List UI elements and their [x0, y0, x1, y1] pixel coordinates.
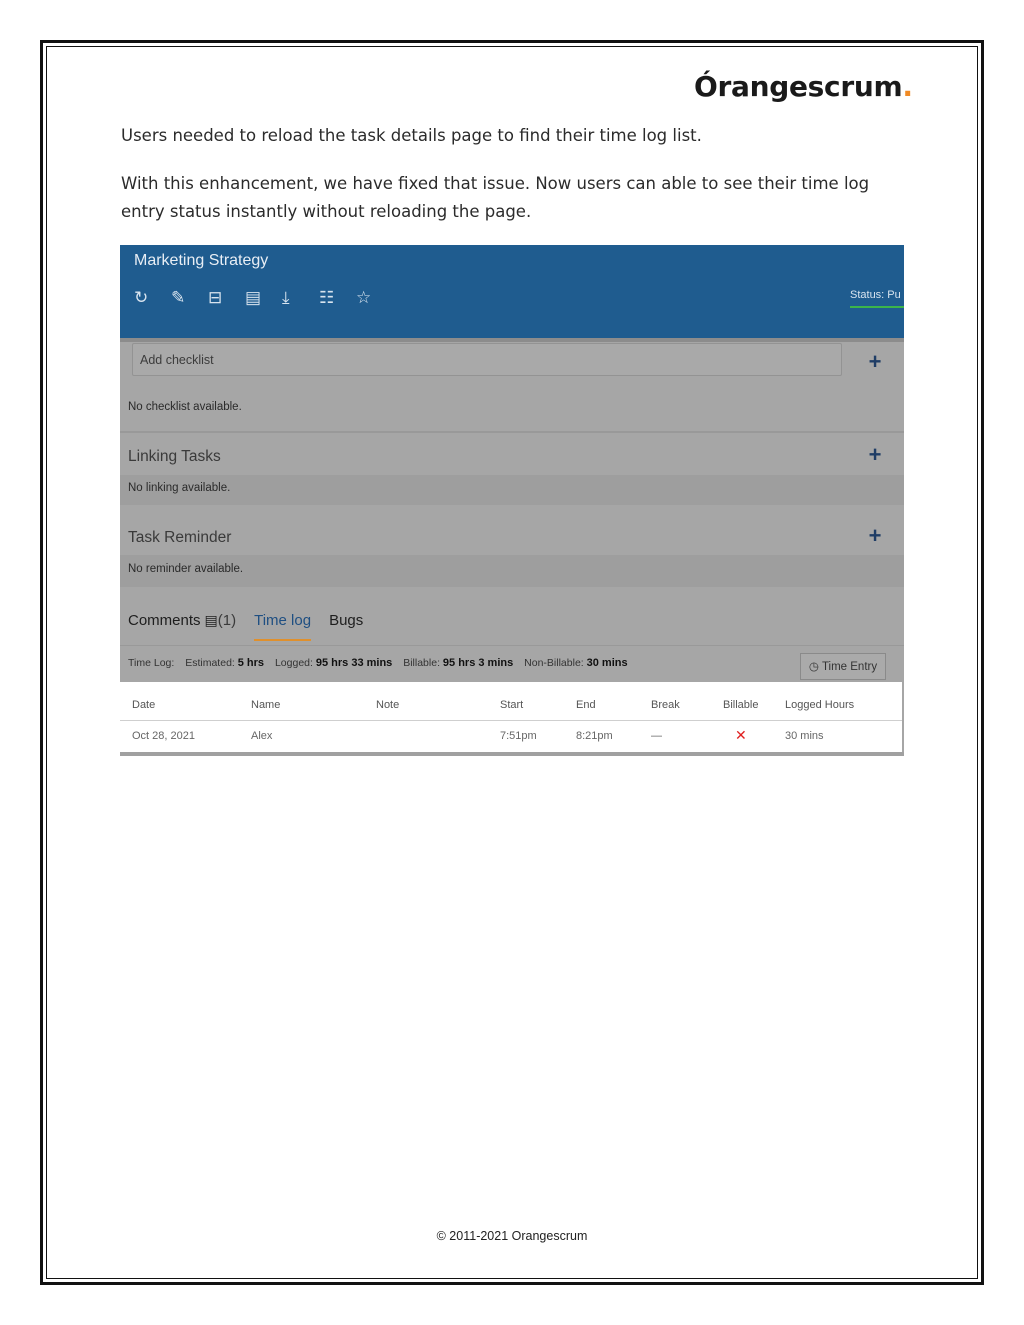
- timelog-summary: Time Log: Estimated: 5 hrs Logged: 95 hrs 33 mins Billable: 95 hrs 3 mins Non-Billable: 30 mins: [128, 657, 628, 669]
- timelog-table: [120, 682, 902, 752]
- task-header: [120, 245, 904, 338]
- divider: [120, 431, 904, 433]
- col-header-end[interactable]: End: [576, 699, 596, 711]
- col-header-billable[interactable]: Billable: [723, 699, 759, 711]
- tab-comments[interactable]: Comments ▤(1): [128, 612, 237, 629]
- linking-tasks-title: Linking Tasks: [128, 448, 221, 465]
- edit-icon[interactable]: ✎: [171, 288, 186, 307]
- archive-icon[interactable]: ⊟: [208, 288, 223, 307]
- task-title: Marketing Strategy: [134, 252, 269, 269]
- header-divider: [120, 720, 902, 721]
- no-linking-text: No linking available.: [128, 482, 231, 494]
- refresh-icon[interactable]: ↻: [134, 288, 149, 307]
- no-reminder-text: No reminder available.: [128, 563, 244, 575]
- task-toolbar: [134, 287, 393, 309]
- tab-time-log[interactable]: Time log: [254, 612, 312, 629]
- cell-start: 7:51pm: [500, 730, 537, 742]
- tabs-divider: [120, 645, 904, 646]
- col-header-break[interactable]: Break: [651, 699, 680, 711]
- tab-bugs[interactable]: Bugs: [329, 612, 364, 629]
- cell-break: —: [651, 730, 662, 742]
- comment-icon[interactable]: ☷: [319, 288, 335, 307]
- status-underline: [850, 306, 904, 308]
- page-footer: © 2011-2021 Orangescrum: [436, 1229, 588, 1243]
- cell-end: 8:21pm: [576, 730, 613, 742]
- col-header-note[interactable]: Note: [376, 699, 400, 711]
- add-reminder-plus-icon[interactable]: +: [868, 523, 882, 548]
- paragraph-1: Users needed to reload the task details page to find their time log list.: [121, 126, 702, 145]
- col-header-name[interactable]: Name: [251, 699, 281, 711]
- cell-logged-hours: 30 mins: [785, 730, 824, 742]
- add-checklist-input[interactable]: Add checklist: [132, 343, 842, 376]
- header-shadow: [120, 338, 904, 342]
- time-entry-button[interactable]: ◷ Time Entry: [800, 653, 886, 680]
- task-reminder-title: Task Reminder: [128, 529, 232, 546]
- linking-empty-band: [120, 475, 904, 505]
- not-billable-icon: ✕: [735, 727, 747, 743]
- paragraph-2: With this enhancement, we have fixed that issue. Now users can able to see their time log entry status instantly without reloading the page.: [121, 174, 870, 221]
- task-details-screenshot: [120, 245, 904, 756]
- task-tabs: [128, 612, 381, 629]
- col-header-start[interactable]: Start: [500, 699, 524, 711]
- comment-bubble-icon: ▤: [204, 612, 218, 628]
- cell-date: Oct 28, 2021: [132, 730, 195, 742]
- col-header-logged-hours[interactable]: Logged Hours: [785, 699, 855, 711]
- orangescrum-logo: Órangescrum.: [694, 70, 913, 103]
- no-checklist-text: No checklist available.: [128, 401, 242, 413]
- status-label[interactable]: Status: Pu: [850, 289, 901, 301]
- add-linking-plus-icon[interactable]: +: [868, 442, 882, 467]
- trash-icon[interactable]: ▤: [245, 288, 262, 307]
- star-icon[interactable]: ☆: [356, 288, 372, 307]
- download-icon[interactable]: ⤓: [282, 288, 290, 307]
- clock-icon: ◷: [808, 661, 819, 673]
- table-bottom-bar: [120, 752, 904, 756]
- col-header-date[interactable]: Date: [132, 699, 156, 711]
- add-checklist-plus-icon[interactable]: +: [868, 349, 882, 374]
- cell-name: Alex: [251, 730, 273, 742]
